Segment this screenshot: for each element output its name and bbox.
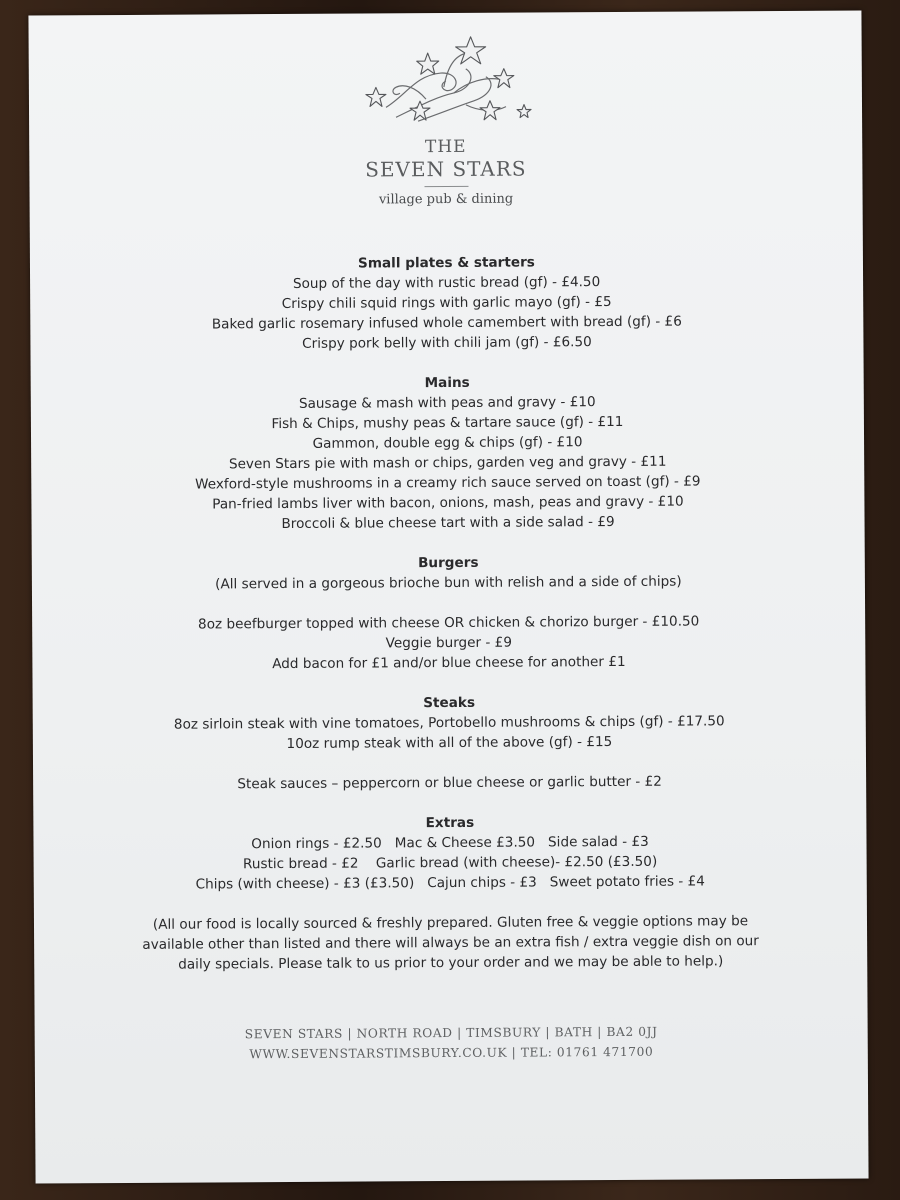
brand-the: THE bbox=[424, 136, 467, 158]
logo bbox=[29, 32, 863, 209]
menu-item: Wexford-style mushrooms in a creamy rich sauce served on toast (gf) - £9 bbox=[195, 473, 701, 493]
footer-contact: WWW.SEVENSTARSTIMSBURY.CO.UK | TEL: 01761 471700 bbox=[249, 1044, 654, 1062]
menu-item: Seven Stars pie with mash or chips, garden veg and gravy - £11 bbox=[228, 453, 667, 473]
section-title-starters: Small plates & starters bbox=[357, 254, 535, 272]
menu-item: Veggie burger - £9 bbox=[385, 634, 513, 652]
menu-item: Crispy pork belly with chili jam (gf) - £6.50 bbox=[302, 334, 592, 352]
stars-logo-icon bbox=[355, 34, 536, 131]
menu-item: Broccoli & blue cheese tart with a side salad - £9 bbox=[281, 513, 615, 533]
steak-sauces: Steak sauces – peppercorn or blue cheese or garlic butter - £2 bbox=[237, 773, 662, 793]
menu-item: 8oz beefburger topped with cheese OR chicken & chorizo burger - £10.50 bbox=[197, 613, 700, 633]
extras-item: Onion rings - £2.50 bbox=[251, 835, 382, 853]
extras-item: Garlic bread (with cheese)- £2.50 (£3.50) bbox=[375, 853, 658, 872]
extras-item: Chips (with cheese) - £3 (£3.50) bbox=[195, 875, 415, 893]
extras-item: Cajun chips - £3 bbox=[427, 874, 537, 892]
menu-item: Fish & Chips, mushy peas & tartare sauce (gf) - £11 bbox=[271, 413, 624, 433]
brand-divider bbox=[424, 186, 468, 187]
disclaimer-line: available other than listed and there will always be an extra fish / extra veggie dish on our bbox=[142, 933, 759, 953]
menu-item: Pan-fried lambs liver with bacon, onions, mash, peas and gravy - £10 bbox=[212, 493, 684, 513]
extras-item: Mac & Cheese £3.50 bbox=[394, 834, 536, 852]
extras-item: Side salad - £3 bbox=[547, 833, 649, 851]
menu-item: Soup of the day with rustic bread (gf) - £4.50 bbox=[292, 274, 601, 292]
menu-item: Crispy chili squid rings with garlic mayo (gf) - £5 bbox=[281, 293, 612, 313]
menu-item: Baked garlic rosemary infused whole camembert with bread (gf) - £6 bbox=[211, 313, 682, 333]
menu-item: 10oz rump steak with all of the above (gf) - £15 bbox=[286, 734, 613, 752]
disclaimer bbox=[34, 910, 867, 975]
section-title-steaks: Steaks bbox=[423, 694, 476, 712]
section-extras bbox=[33, 810, 866, 895]
menu-item: 8oz sirloin steak with vine tomatoes, Portobello mushrooms & chips (gf) - £17.50 bbox=[173, 713, 725, 733]
brand-name: SEVEN STARS bbox=[365, 156, 527, 182]
menu-item: Add bacon for £1 and/or blue cheese for another £1 bbox=[272, 653, 626, 673]
extras-item: Rustic bread - £2 bbox=[242, 855, 359, 873]
section-starters bbox=[30, 250, 864, 355]
menu-item: Sausage & mash with peas and gravy - £10 bbox=[298, 394, 596, 412]
section-title-burgers: Burgers bbox=[417, 554, 479, 572]
extras-item: Sweet potato fries - £4 bbox=[549, 873, 705, 891]
menu-item: Gammon, double egg & chips (gf) - £10 bbox=[312, 434, 583, 452]
section-steaks bbox=[33, 690, 867, 795]
footer-address: SEVEN STARS | NORTH ROAD | TIMSBURY | BATH | BA2 0JJ bbox=[244, 1024, 658, 1042]
disclaimer-line: daily specials. Please talk to us prior to your order and we may be able to help.) bbox=[178, 953, 724, 973]
disclaimer-line: (All our food is locally sourced & freshly prepared. Gluten free & veggie options may be bbox=[152, 913, 749, 933]
footer bbox=[35, 1020, 868, 1065]
menu-body bbox=[30, 250, 867, 975]
section-title-extras: Extras bbox=[425, 814, 475, 832]
brand-tagline: village pub & dining bbox=[378, 191, 514, 208]
section-title-mains: Mains bbox=[424, 374, 470, 392]
section-burgers bbox=[32, 550, 866, 675]
section-mains bbox=[31, 370, 865, 535]
section-note-burgers: (All served in a gorgeous brioche bun with relish and a side of chips) bbox=[215, 573, 682, 593]
menu-sheet bbox=[28, 10, 868, 1183]
